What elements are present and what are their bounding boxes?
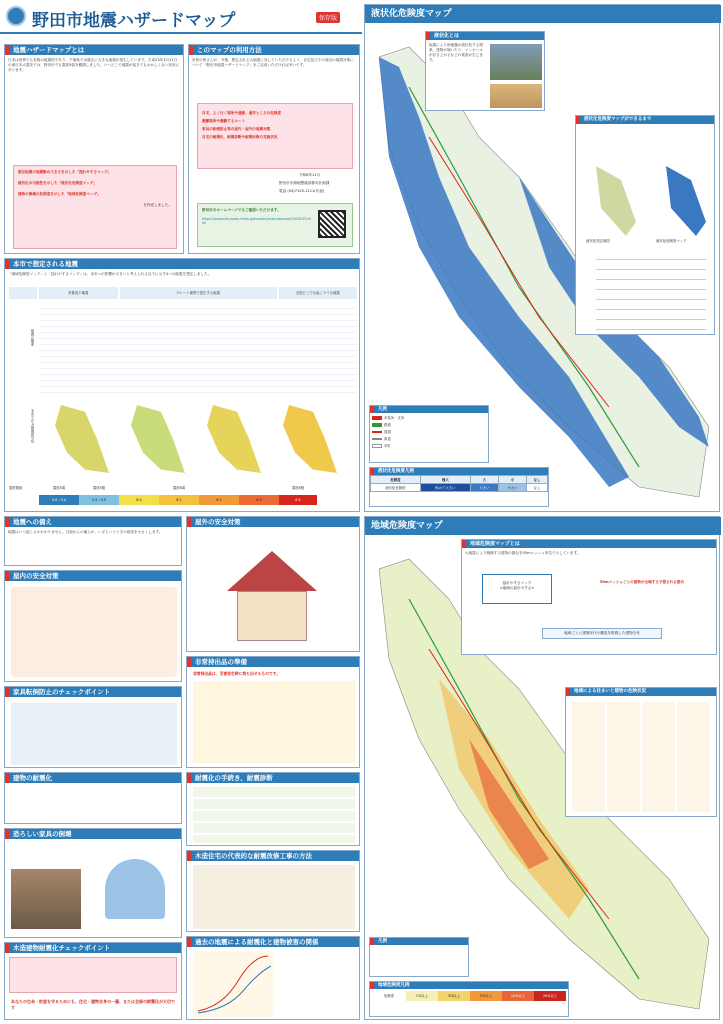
- about-list-3: 建物の倒壊の危険度を示した「地域危険度マップ」: [18, 192, 101, 196]
- outdoor-title: 屋外の安全対策: [187, 517, 359, 527]
- usage-item-2: 避難場所や避難するルート: [202, 119, 246, 123]
- region-panel: [364, 516, 720, 1020]
- legend-rail: 鉄道: [372, 422, 486, 429]
- before-section: [4, 516, 182, 566]
- quake-type-1: 首都直下地震: [39, 287, 118, 299]
- dist-box: 地域ごとに建築年代や構造を推測した建物分布: [542, 628, 662, 639]
- quake-map-1: [49, 405, 109, 473]
- region-build-title: 地域による住まいと建物の危険状況: [566, 688, 716, 696]
- furniture-illustration: [11, 703, 177, 765]
- usage-item-4: 自宅の耐震化、耐震診断や耐震改修の実施状況: [202, 135, 278, 139]
- risk-h3: 小: [498, 476, 526, 484]
- liq-judge-map: [586, 166, 636, 236]
- usage-item-3: 家具の転倒防止等の屋内・屋外の地震対策: [202, 127, 271, 131]
- wood2-footer: あなたの生命・財産を守るためにも、住宅・建物自身の一層、または全部の耐震化が大切です: [11, 999, 175, 1010]
- wood2-section: [4, 942, 182, 1020]
- about-footer: を作成しました。: [143, 203, 172, 207]
- quake-section: [4, 258, 360, 512]
- liquefaction-title: 液状化危険度マップ: [365, 5, 721, 23]
- wood-illustration: [193, 865, 355, 929]
- liq-what-box: [425, 31, 545, 111]
- region-build-box: [565, 687, 717, 817]
- seismic-section: [186, 772, 360, 846]
- region-legend: [369, 937, 469, 977]
- val-5: 6.2: [199, 495, 239, 505]
- val-4: 6.1: [159, 495, 199, 505]
- usage-title: このマップの利用方法: [189, 45, 359, 55]
- usage-url[interactable]: https://www.city.noda.chiba.jp/kurashi/anzen/bousai/1003233.html: [202, 217, 311, 225]
- build-grid: [572, 702, 712, 812]
- legend-town: 市町: [372, 443, 486, 450]
- usage-tel: 電話 (04)7125-1111(代表): [279, 189, 325, 193]
- intensity-scale: [9, 485, 357, 507]
- quake-type-row: [9, 287, 357, 299]
- liq-how-box: [575, 115, 715, 335]
- scale-label: 震度階級: [9, 486, 23, 490]
- val-3: 6.0: [119, 495, 159, 505]
- region-title: 地域危険度マップ: [365, 517, 721, 535]
- wood2-box: [9, 957, 177, 993]
- val-2: 5.5〜5.9: [79, 495, 119, 505]
- qr-code-icon: [318, 210, 346, 238]
- val-1: 5.0〜5.4: [39, 495, 79, 505]
- usage-item-1: 自宅、よく行く場所や通勤、通学ところの危険度: [202, 111, 282, 115]
- supplies-illustration: [193, 681, 355, 763]
- liq-how-title: 液状化危険度マップができるまで: [576, 116, 714, 124]
- before-title: 地震への備え: [5, 517, 181, 527]
- seismic-table: [193, 787, 355, 843]
- about-list-2: 液状化の可能性を示した「液状化危険度マップ」: [18, 181, 97, 185]
- usage-list: [197, 103, 353, 169]
- indoor-title: 屋内の安全対策: [5, 571, 181, 581]
- region-what-text: 大地震により倒壊する建物の割合を50mメッシュ単位で示しています。: [465, 551, 581, 555]
- scale-6-strong: 震度6強: [291, 486, 305, 490]
- keep-badge: 保存版: [316, 12, 340, 23]
- title-bar: [0, 0, 362, 34]
- liq-legend-title: 凡例: [370, 406, 488, 413]
- past-chart: [193, 951, 273, 1017]
- shake-map-label: 揺れやすさマップ: [502, 581, 532, 585]
- quake-map-label: 本市での予測震度分布: [30, 409, 34, 443]
- rr-0: 危険度: [383, 994, 395, 998]
- page-title: 野田市地震ハザードマップ: [32, 11, 236, 31]
- quake-map-3: [201, 405, 261, 473]
- tank-illustration: [105, 859, 165, 919]
- quake-intro: 「地域危険度マップ」と「揺れやすさマップ」は、本市への影響が大きいと考えられる以下に示す4つの地震を想定しました。: [8, 272, 212, 276]
- usage-web: 野田市のホームページでもご確認いただけます。: [202, 208, 281, 212]
- rr-4: 10%以上: [502, 991, 534, 1001]
- wood-section: [186, 850, 360, 932]
- past-section: [186, 936, 360, 1020]
- region-what-box: [461, 539, 717, 655]
- house-illustration: [227, 551, 317, 641]
- quake-map-2: [125, 405, 185, 473]
- region-what-title: 地域危険度マップとは: [462, 540, 716, 548]
- usage-body: 市民の皆さんが、今後、想定される大地震に対していただけるよう、自宅及びその周辺の地震対策について「野田市地震ハザードマップ」をご活用いただければ幸いです。: [192, 58, 354, 67]
- about-list-1: 想定地震の地震動の大きさを示した「揺れやすさマップ」: [18, 170, 112, 174]
- quake-type-4: 全国どこでも起こりうる地震: [279, 287, 358, 299]
- about-body: 日本は世界でも有数の地震国であり、千葉県では過去に大きな地震が発生しています。平成23年3月11日の東日本大震災では、野田市でも震度5弱を観測しました。いつどこで地震が起きてもおかしくない状況にあります。: [8, 58, 180, 72]
- usage-web-box: [197, 203, 353, 247]
- city-logo-icon: [6, 6, 26, 26]
- wood2-title: 木造建物耐震化チェックポイント: [5, 943, 181, 953]
- supplies-title: 非常持出品の準備: [187, 657, 359, 667]
- about-list-box: [13, 165, 177, 249]
- furniture-title: 家具転倒防止のチェックポイント: [5, 687, 181, 697]
- quake-type-2: プレート境界で発生する地震: [120, 287, 277, 299]
- scale-5-strong: 震度5強: [92, 486, 106, 490]
- risk-v1: 極めて大きい: [420, 484, 470, 492]
- indoor-section: [4, 570, 182, 682]
- risk-v2: 大きい: [470, 484, 498, 492]
- mesh-text: 50mメッシュごとの建物が全壊する予想される割合: [599, 580, 685, 584]
- liq-risk-title: 液状化危険度凡例: [370, 468, 548, 475]
- risk-v0: 液状化危険度: [371, 484, 421, 492]
- intensity-values: [9, 495, 357, 505]
- risk-h1: 極大: [420, 476, 470, 484]
- region-risk-row: [372, 991, 566, 1001]
- shake-map-box: [482, 574, 552, 604]
- liq-what-title: 液状化とは: [426, 32, 544, 40]
- about-title: 地震ハザードマップとは: [5, 45, 183, 55]
- rr-3: 5%以上: [470, 991, 502, 1001]
- seismic-title: 耐震化の手続き、耐震診断: [187, 773, 359, 783]
- risk-v3: 小さい: [498, 484, 526, 492]
- shake-map-sub: <地域の揺れやすさ>: [499, 586, 535, 590]
- scale-6-weak: 震度6弱: [172, 486, 186, 490]
- risk-v4: なし: [527, 484, 548, 492]
- liq-risk-map: [656, 166, 706, 236]
- rr-1: 1%以上: [406, 991, 438, 1001]
- intensity-head: [9, 485, 357, 495]
- val-7: 6.4: [279, 495, 317, 505]
- region-legend-title: 凡例: [370, 938, 468, 945]
- wood-title: 木造住宅の代表的な耐震改修工事の方法: [187, 851, 359, 861]
- liquefaction-panel: [364, 4, 720, 512]
- legend-city-hall: 市役所・支所: [372, 415, 486, 422]
- about-section: [4, 44, 184, 254]
- furniture-section: [4, 686, 182, 768]
- rr-2: 3%以上: [438, 991, 470, 1001]
- usage-section: [188, 44, 360, 254]
- liq-judge-label: 液状化判定地図: [586, 239, 610, 243]
- risk-h2: 大: [470, 476, 498, 484]
- liq-risk-label: 液状化危険度マップ: [656, 239, 687, 243]
- legend-national-road: 国道: [372, 429, 486, 436]
- collapse-photo: [11, 869, 81, 929]
- fire-title: 建物の耐震化: [5, 773, 181, 783]
- scale-5-weak: 震度5弱: [52, 486, 66, 490]
- val-6: 6.3: [239, 495, 279, 505]
- quake-type-label: [9, 287, 37, 299]
- quake-summary-row: [39, 303, 357, 395]
- indoor-illustration: [11, 587, 177, 677]
- region-risk-legend: [369, 981, 569, 1017]
- before-body: 地震はいつ起こるかわかりません。日頃からの備えが、いざというときの被害を小さくします。: [8, 530, 163, 534]
- liq-diagram: [490, 84, 542, 108]
- risk-h4: なし: [527, 476, 548, 484]
- liq-risk-legend: [369, 467, 549, 507]
- scary-title: 恐ろしい家具の倒壊: [5, 829, 181, 839]
- outdoor-section: [186, 516, 360, 652]
- quake-title: 本市で想定される地震: [5, 259, 359, 269]
- liq-grid: [596, 250, 706, 330]
- liq-risk-table: [370, 475, 548, 492]
- quake-map-4: [277, 405, 337, 473]
- risk-h0: 危険度: [371, 476, 421, 484]
- supplies-note: 非常持出品は、災害発生時に持ち出せるものです。: [193, 671, 281, 676]
- liq-photo: [490, 44, 542, 80]
- usage-date: 令和6年11月: [299, 173, 321, 177]
- usage-org: 野田市市街地整備部都市計画課: [279, 181, 330, 185]
- scary-section: [4, 828, 182, 938]
- liq-what-text: 地震により砂地盤が液状化する現象。建物が傾いたり、マンホールが浮き上がるなどの被害が生じます。: [429, 43, 483, 62]
- supplies-section: [186, 656, 360, 768]
- past-title: 過去の地震による耐震化と建物被害の関係: [187, 937, 359, 947]
- rr-5: 20%以上: [534, 991, 566, 1001]
- region-risk-title: 地域危険度凡例: [370, 982, 568, 989]
- legend-pref-road: 県道: [372, 436, 486, 443]
- quake-summary-label: 地震の概要: [30, 329, 34, 346]
- fire-section: [4, 772, 182, 824]
- liq-legend: [369, 405, 489, 463]
